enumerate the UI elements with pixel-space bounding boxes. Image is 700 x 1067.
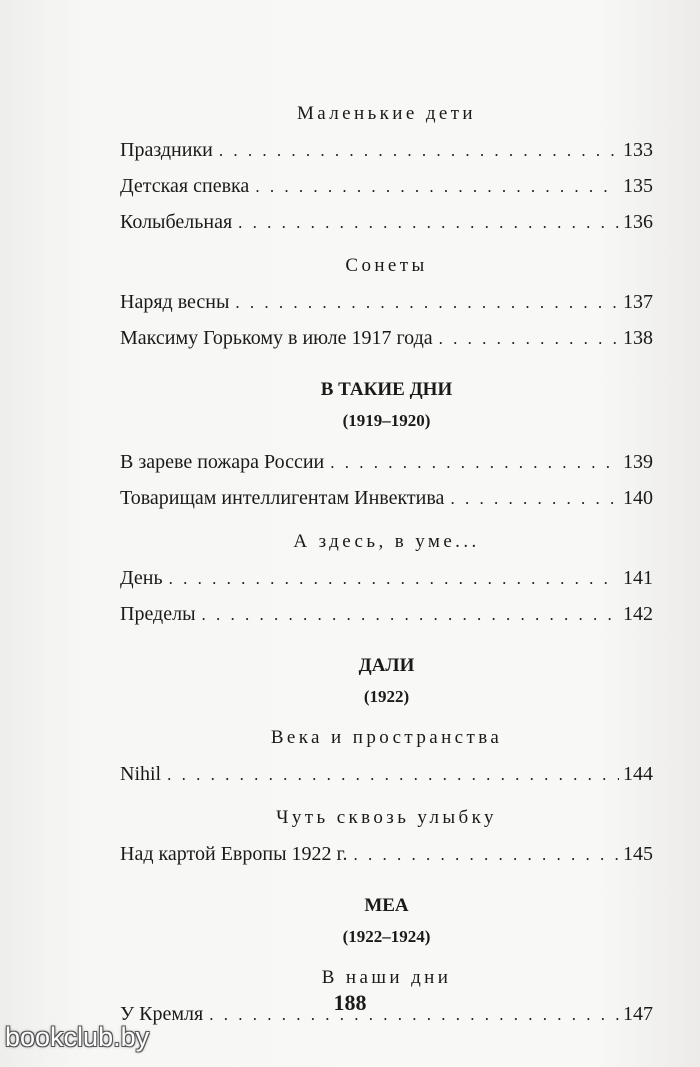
entry-page: 133	[623, 139, 653, 161]
toc-entry[interactable]	[120, 320, 653, 356]
dot-leader	[255, 169, 619, 205]
toc-entry[interactable]	[120, 132, 653, 168]
entry-page: 137	[623, 291, 653, 313]
toc-entry[interactable]	[120, 204, 653, 240]
toc-entry[interactable]	[120, 480, 653, 516]
dot-leader	[235, 285, 619, 321]
entry-page: 135	[623, 175, 653, 197]
entry-title: Детская спевка	[120, 175, 250, 197]
dot-leader	[238, 205, 619, 241]
toc-entry[interactable]	[120, 444, 653, 480]
section-heading: Чуть сквозь улыбку	[276, 807, 497, 828]
entry-title: Товарищам интеллигентам Инвектива	[120, 487, 445, 509]
dot-leader	[439, 321, 619, 357]
dot-leader	[450, 481, 619, 517]
section-heading: Века и пространства	[270, 727, 503, 748]
entry-title: Максиму Горькому в июле 1917 года	[120, 327, 433, 349]
entry-page: 141	[623, 567, 653, 589]
book-years: (1922–1924)	[342, 927, 431, 946]
book-years: (1922)	[363, 687, 410, 706]
toc-entry[interactable]	[120, 596, 653, 632]
book-title: ДАЛИ	[358, 655, 415, 676]
toc-entry[interactable]	[120, 560, 653, 596]
toc-entry[interactable]	[120, 756, 653, 792]
toc-entry[interactable]	[120, 836, 653, 872]
book-title: В ТАКИЕ ДНИ	[320, 379, 453, 400]
entry-title: Пределы	[120, 603, 196, 625]
entry-page: 138	[623, 327, 653, 349]
section-heading: В наши дни	[321, 967, 452, 988]
section-heading: А здесь, в уме...	[293, 531, 480, 552]
table-of-contents	[120, 96, 653, 1032]
entry-title: Над картой Европы 1922 г.	[120, 843, 348, 865]
entry-page: 140	[623, 487, 653, 509]
entry-title: Наряд весны	[120, 291, 230, 313]
entry-page: 142	[623, 603, 653, 625]
dot-leader	[353, 837, 619, 873]
entry-title: Колыбельная	[120, 211, 233, 233]
dot-leader	[330, 445, 619, 481]
book-years: (1919–1920)	[342, 411, 431, 430]
dot-leader	[169, 561, 619, 597]
toc-entry[interactable]	[120, 168, 653, 204]
book-title: МЕА	[364, 895, 409, 916]
entry-title: Праздники	[120, 139, 213, 161]
section-heading: Сонеты	[345, 255, 428, 276]
watermark-logo: bookclub.by	[5, 1022, 150, 1052]
dot-leader	[202, 597, 619, 633]
entry-page: 136	[623, 211, 653, 233]
entry-title: У Кремля	[120, 1003, 204, 1025]
dot-leader	[219, 133, 619, 169]
entry-page: 139	[623, 451, 653, 473]
section-heading: Маленькие дети	[297, 103, 476, 124]
toc-entry[interactable]	[120, 284, 653, 320]
entry-page: 147	[623, 1003, 653, 1025]
entry-title: День	[120, 567, 163, 589]
page-number: 188	[333, 990, 367, 1015]
entry-page: 145	[623, 843, 653, 865]
entry-title: В зареве пожара России	[120, 451, 325, 473]
dot-leader	[167, 757, 619, 793]
entry-title: Nihil	[120, 763, 162, 785]
entry-page: 144	[623, 763, 653, 785]
